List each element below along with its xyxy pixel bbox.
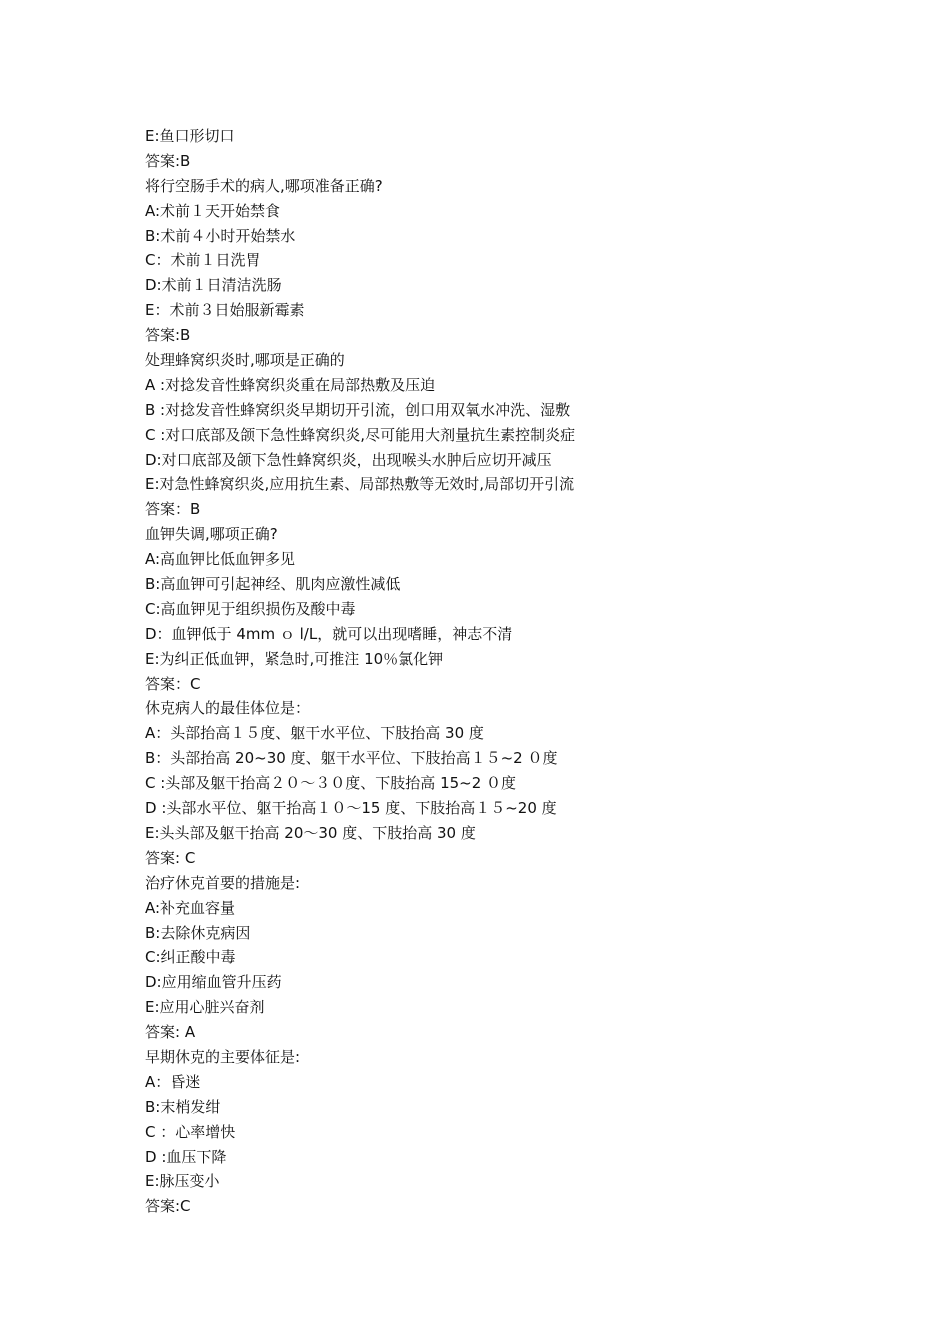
question-line: 休克病人的最佳体位是： — [145, 699, 311, 718]
option-line: B:末梢发绀 — [145, 1097, 221, 1116]
answer-line: 答案：C — [145, 674, 201, 693]
option-line: A :对捻发音性蜂窝织炎重在局部热敷及压迫 — [145, 375, 436, 394]
option-line: A:术前１天开始禁食 — [145, 201, 281, 220]
answer-line: 答案:B — [145, 151, 191, 170]
option-line: A:补充血容量 — [145, 898, 236, 917]
option-line: C ：心率增快 — [145, 1122, 236, 1141]
option-line: E:脉压变小 — [145, 1172, 220, 1191]
answer-line: 答案：B — [145, 500, 201, 519]
option-line: E:应用心脏兴奋剂 — [145, 998, 265, 1017]
option-line: B:去除休克病因 — [145, 923, 251, 942]
option-line: E:对急性蜂窝织炎,应用抗生素、局部热敷等无效时,局部切开引流 — [145, 475, 575, 494]
option-line: C :对口底部及颌下急性蜂窝织炎,尽可能用大剂量抗生素控制炎症 — [145, 425, 576, 444]
question-line: 处理蜂窝织炎时,哪项是正确的 — [145, 351, 345, 370]
option-line: B:高血钾可引起神经、肌肉应激性减低 — [145, 575, 401, 594]
option-line: C :头部及躯干抬高２０～３０度、下肢抬高 15~2 ０度 — [145, 774, 517, 793]
question-line: 治疗休克首要的措施是: — [145, 873, 301, 892]
option-line: C:高血钾见于组织损伤及酸中毒 — [145, 599, 356, 618]
option-line: A：昏迷 — [145, 1072, 201, 1091]
question-line: 早期休克的主要体征是: — [145, 1047, 301, 1066]
option-line: D:对口底部及颌下急性蜂窝织炎，出现喉头水肿后应切开减压 — [145, 450, 552, 469]
answer-line: 答案:C — [145, 1197, 191, 1216]
option-line: D :血压下降 — [145, 1147, 227, 1166]
answer-line: 答案: C — [145, 848, 196, 867]
option-line: E:为纠正低血钾，紧急时,可推注 10％氯化钾 — [145, 649, 444, 668]
option-line: C:纠正酸中毒 — [145, 948, 236, 967]
option-line: E:头头部及躯干抬高 20～30 度、下肢抬高 30 度 — [145, 823, 476, 842]
option-line: B :对捻发音性蜂窝织炎早期切开引流，创口用双氧水冲洗、湿敷 — [145, 400, 571, 419]
option-line: B：头部抬高 20~30 度、躯干水平位、下肢抬高１５~2 ０度 — [145, 749, 558, 768]
option-line: D:应用缩血管升压药 — [145, 973, 282, 992]
option-line: C：术前１日洗胃 — [145, 251, 261, 270]
option-line: B:术前４小时开始禁水 — [145, 226, 296, 245]
option-line: D:术前１日清洁洗肠 — [145, 276, 282, 295]
option-line: D :头部水平位、躯干抬高１０～15 度、下肢抬高１５~20 度 — [145, 799, 557, 818]
document-body — [145, 124, 865, 1219]
answer-line: 答案: A — [145, 1023, 196, 1042]
option-line: A：头部抬高１５度、躯干水平位、下肢抬高 30 度 — [145, 724, 484, 743]
answer-line: 答案:B — [145, 326, 191, 345]
question-line: 血钾失调,哪项正确? — [145, 525, 278, 544]
option-line: D：血钾低于 4mm ｏ l/L，就可以出现嗜睡，神志不清 — [145, 624, 513, 643]
question-line: 将行空肠手术的病人,哪项准备正确? — [145, 176, 383, 195]
text-line: E:鱼口形切口 — [145, 127, 235, 145]
option-line: E：术前３日始服新霉素 — [145, 301, 305, 320]
option-line: A:高血钾比低血钾多见 — [145, 550, 296, 569]
